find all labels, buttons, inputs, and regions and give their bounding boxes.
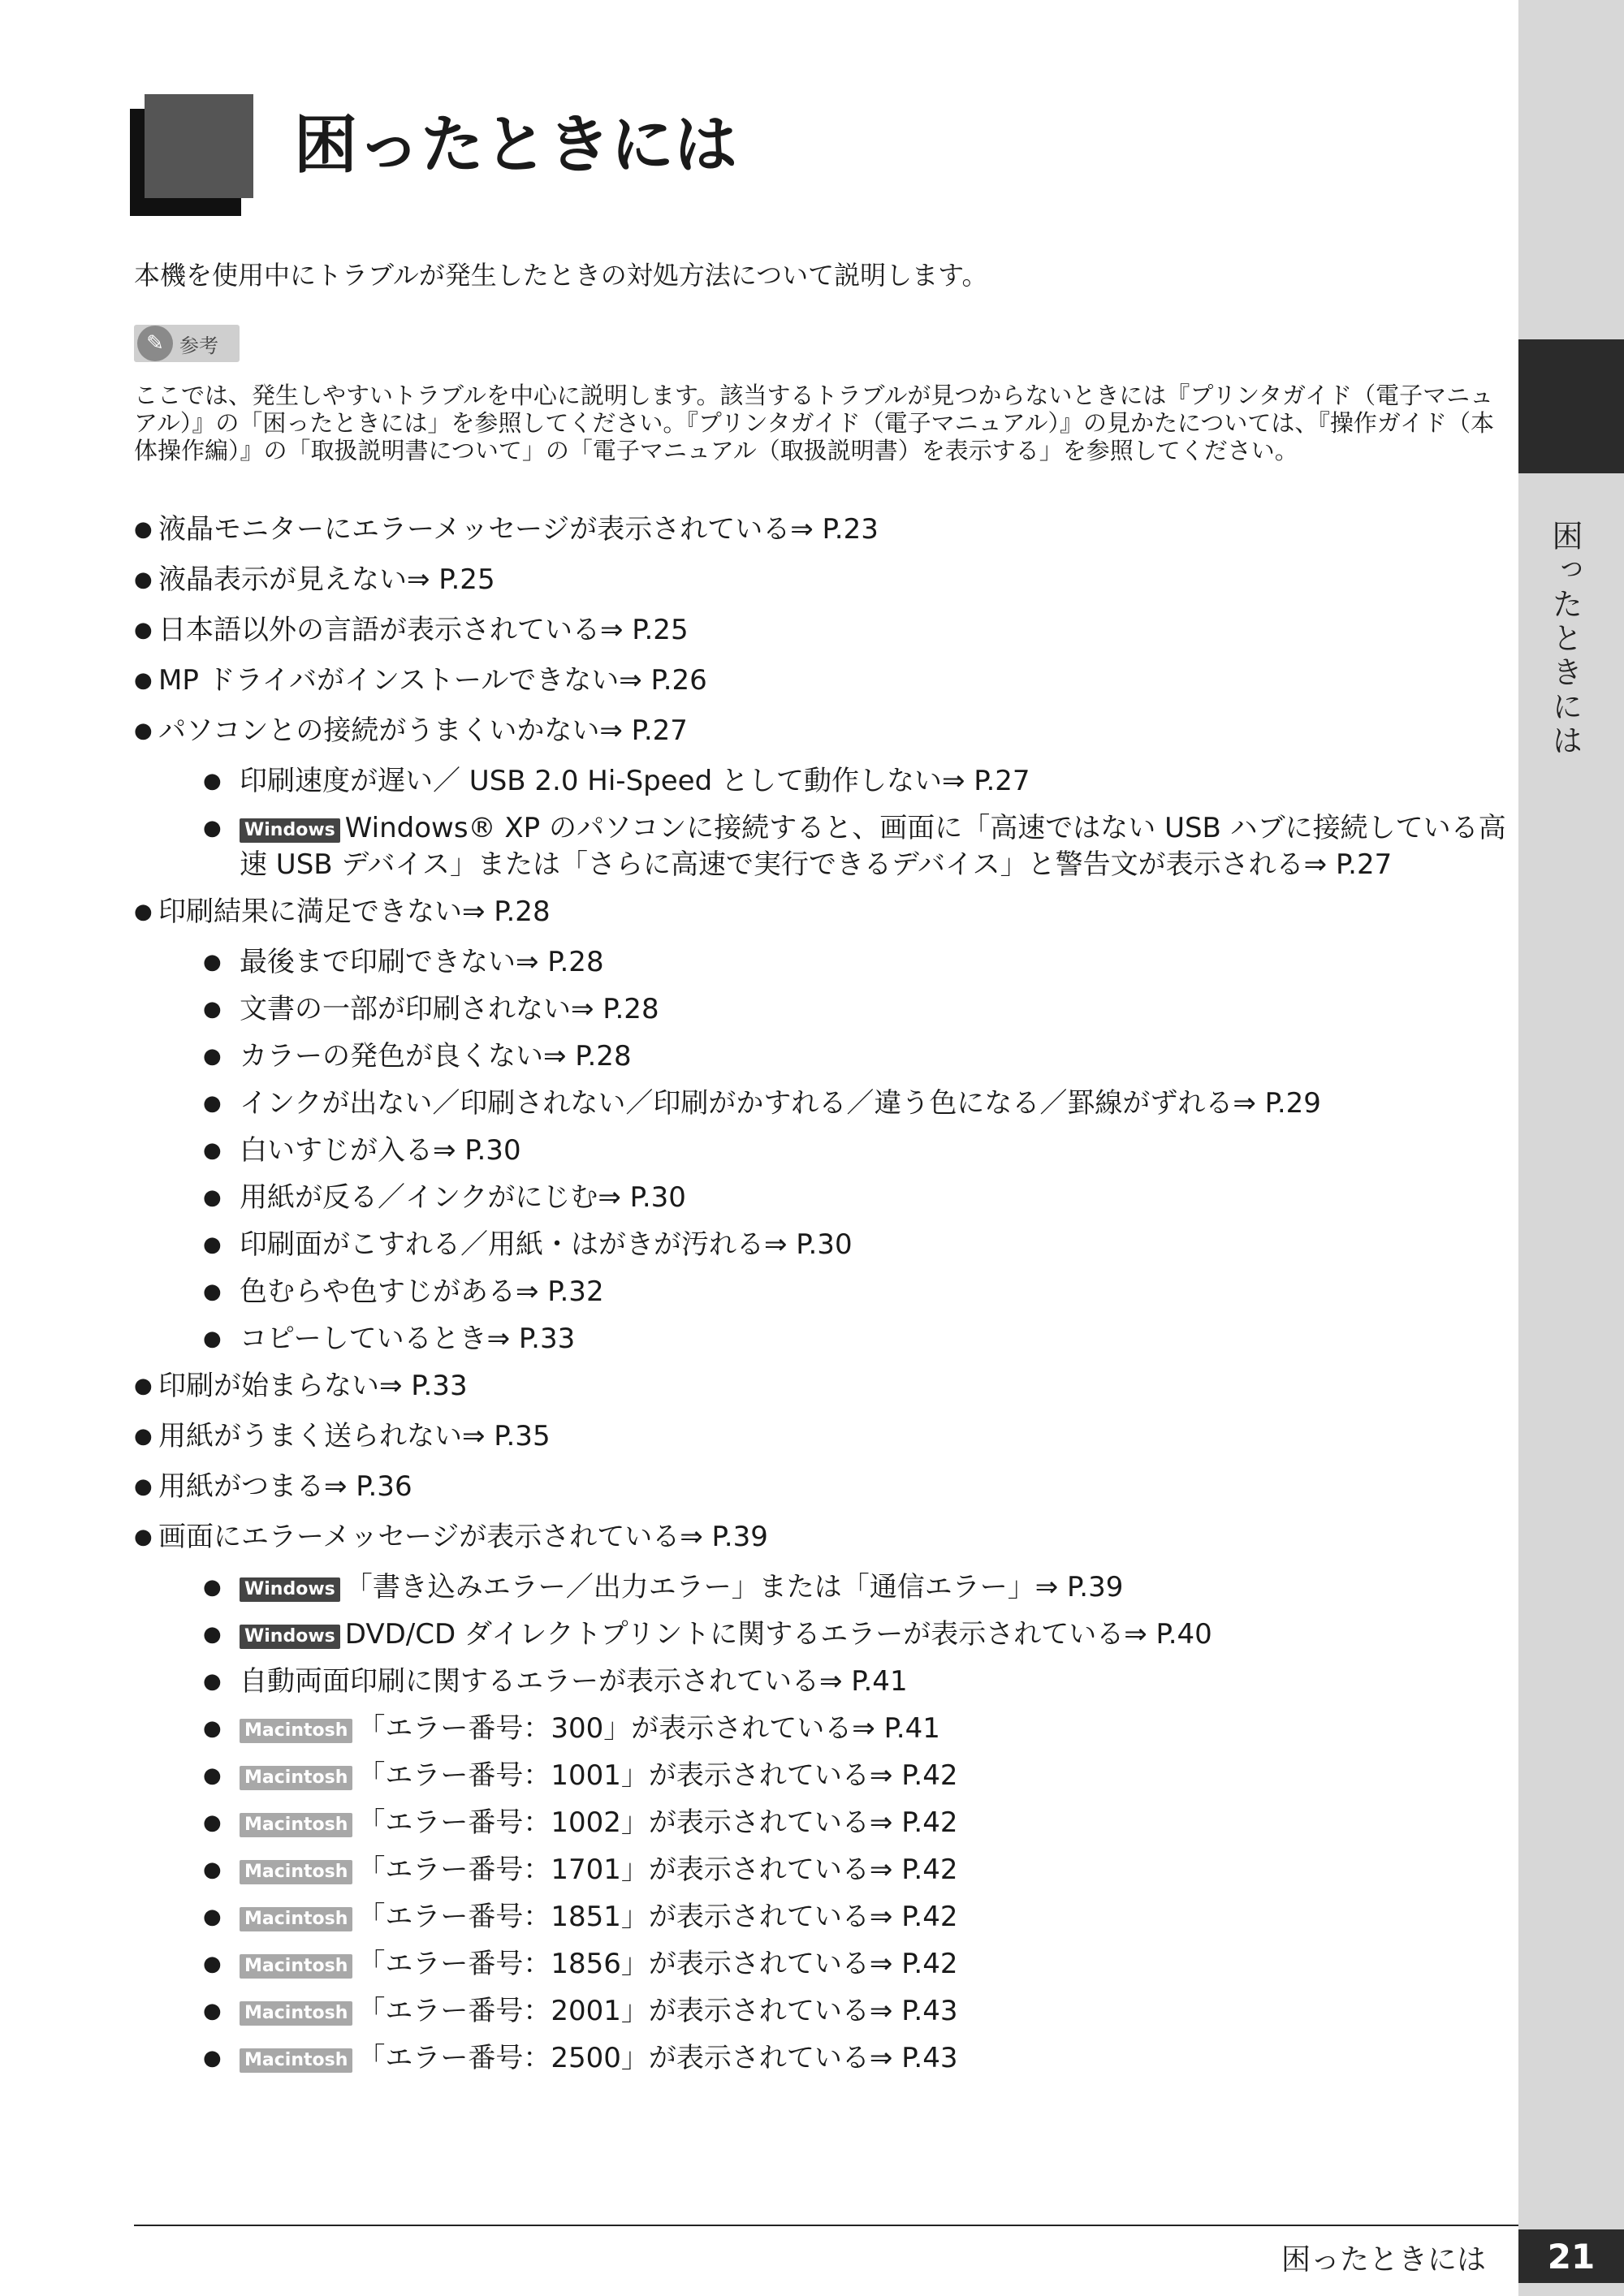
- bullet-icon: ●: [134, 568, 153, 592]
- list-item-text: Windows® XP のパソコンに接続すると、画面に「高速ではない USB ハブに接続している高速 USB デバイス」または「さらに高速で実行できるデバイス」と警告文が表示される⇒ P.27: [240, 812, 1506, 881]
- list-item: [134, 1321, 1506, 1357]
- list-item-text: コピーしているとき⇒ P.33: [240, 1323, 576, 1355]
- bullet-icon: ●: [203, 1952, 222, 1976]
- list-item-text: 日本語以外の言語が表示されている⇒ P.25: [158, 614, 689, 646]
- trouble-list: [134, 511, 1506, 2087]
- bullet-icon: ●: [203, 1044, 222, 1068]
- bullet-icon: ●: [203, 1622, 222, 1646]
- side-tab-label: 困ったときには: [1547, 520, 1583, 758]
- bullet-icon: ●: [134, 1525, 153, 1549]
- list-item: [134, 1133, 1506, 1169]
- windows-badge-icon: Windows: [240, 818, 340, 843]
- list-item: [134, 810, 1506, 883]
- macintosh-badge-icon: Macintosh: [240, 2001, 352, 2026]
- list-item: [134, 944, 1506, 981]
- list-item: [134, 1993, 1506, 2030]
- bullet-icon: ●: [134, 1424, 153, 1448]
- list-item: [134, 1085, 1506, 1122]
- footer-rule: [134, 2225, 1518, 2226]
- list-item-text: 用紙が反る／インクがにじむ⇒ P.30: [240, 1181, 686, 1214]
- list-item-text: 「エラー番号：1856」が表示されている⇒ P.42: [357, 1948, 958, 1980]
- bullet-icon: ●: [203, 1280, 222, 1304]
- bullet-icon: ●: [134, 517, 153, 542]
- list-item: [134, 1418, 1506, 1455]
- list-item: [134, 1805, 1506, 1841]
- page-number: 21: [1518, 2229, 1624, 2283]
- bullet-icon: ●: [203, 1185, 222, 1210]
- list-item-text: 「エラー番号：1851」が表示されている⇒ P.42: [357, 1901, 958, 1933]
- bullet-icon: ●: [203, 1669, 222, 1694]
- list-item-text: 「エラー番号：2001」が表示されている⇒ P.43: [357, 1995, 958, 2027]
- list-item-text: 自動両面印刷に関するエラーが表示されている⇒ P.41: [240, 1665, 908, 1698]
- bullet-icon: ●: [203, 1858, 222, 1882]
- list-item-text: 印刷面がこすれる／用紙・はがきが汚れる⇒ P.30: [240, 1228, 853, 1261]
- list-item-text: 文書の一部が印刷されない⇒ P.28: [240, 993, 659, 1025]
- list-item: [134, 1180, 1506, 1216]
- list-item-text: 印刷速度が遅い／ USB 2.0 Hi-Speed として動作しない⇒ P.27: [240, 765, 1030, 797]
- bullet-icon: ●: [203, 1763, 222, 1788]
- list-item-text: 「エラー番号：1701」が表示されている⇒ P.42: [357, 1854, 958, 1886]
- list-item: [134, 1899, 1506, 1936]
- macintosh-badge-icon: Macintosh: [240, 1954, 352, 1979]
- list-item-text: 用紙がつまる⇒ P.36: [158, 1470, 412, 1503]
- macintosh-badge-icon: Macintosh: [240, 1813, 352, 1837]
- list-item-text: 「エラー番号：1002」が表示されている⇒ P.42: [357, 1806, 958, 1839]
- windows-badge-icon: Windows: [240, 1577, 340, 1602]
- list-item-text: 「エラー番号：2500」が表示されている⇒ P.43: [357, 2042, 958, 2074]
- list-item-text: 液晶表示が見えない⇒ P.25: [158, 563, 495, 596]
- bullet-icon: ●: [203, 1138, 222, 1163]
- macintosh-badge-icon: Macintosh: [240, 1907, 352, 1931]
- list-item-text: MP ドライバがインストールできない⇒ P.26: [158, 664, 707, 697]
- list-item: [134, 1274, 1506, 1310]
- bullet-icon: ●: [203, 1091, 222, 1116]
- bullet-icon: ●: [134, 900, 153, 924]
- list-item: [134, 894, 1506, 930]
- note-badge: [134, 325, 240, 362]
- list-item-text: 液晶モニターにエラーメッセージが表示されている⇒ P.23: [158, 513, 879, 546]
- windows-badge-icon: Windows: [240, 1625, 340, 1649]
- list-item-text: インクが出ない／印刷されない／印刷がかすれる／違う色になる／罫線がずれる⇒ P.29: [240, 1087, 1321, 1120]
- macintosh-badge-icon: Macintosh: [240, 2048, 352, 2073]
- list-item-text: パソコンとの接続がうまくいかない⇒ P.27: [158, 714, 688, 747]
- list-item: [134, 1469, 1506, 1505]
- bullet-icon: ●: [203, 2046, 222, 2070]
- bullet-icon: ●: [203, 816, 222, 840]
- list-item: [134, 1038, 1506, 1075]
- list-item: [134, 1227, 1506, 1263]
- list-item: [134, 1569, 1506, 1606]
- list-item: [134, 763, 1506, 800]
- list-item: [134, 1664, 1506, 1700]
- list-item: [134, 1852, 1506, 1888]
- bullet-icon: ●: [203, 1810, 222, 1835]
- chapter-tab-marker: [1518, 339, 1624, 473]
- list-item-text: DVD/CD ダイレクトプリントに関するエラーが表示されている⇒ P.40: [344, 1618, 1212, 1651]
- footer-title: 困ったときには: [1281, 2243, 1487, 2277]
- list-item-text: 画面にエラーメッセージが表示されている⇒ P.39: [158, 1521, 768, 1553]
- bullet-icon: ●: [203, 1327, 222, 1351]
- note-text: ここでは、発生しやすいトラブルを中心に説明します。該当するトラブルが見つからないときには『プリンタガイド（電子マニュアル）』の「困ったときには」を参照してください。『プリンタガイド（電子マニュアル）』の見かたについては、『操作ガイド（本体操作編）』の「取扱説明書について」の「電子マニュアル（取扱説明書）を表示する」を参照してください。: [134, 382, 1495, 464]
- list-item-text: 色むらや色すじがある⇒ P.32: [240, 1275, 604, 1308]
- list-item: [134, 713, 1506, 749]
- list-item: [134, 1711, 1506, 1747]
- list-item: [134, 511, 1506, 548]
- list-item: [134, 662, 1506, 699]
- macintosh-badge-icon: Macintosh: [240, 1719, 352, 1743]
- bullet-icon: ●: [203, 950, 222, 974]
- title-square: [145, 94, 253, 198]
- list-item: [134, 2040, 1506, 2077]
- bullet-icon: ●: [134, 668, 153, 693]
- macintosh-badge-icon: Macintosh: [240, 1766, 352, 1790]
- list-item-text: 印刷結果に満足できない⇒ P.28: [158, 896, 551, 928]
- list-item: [134, 1519, 1506, 1556]
- list-item-text: 印刷が始まらない⇒ P.33: [158, 1370, 468, 1402]
- list-item: [134, 1616, 1506, 1653]
- list-item: [134, 612, 1506, 649]
- list-item: [134, 991, 1506, 1028]
- bullet-icon: ●: [203, 1575, 222, 1599]
- list-item-text: 「エラー番号：1001」が表示されている⇒ P.42: [357, 1759, 958, 1792]
- bullet-icon: ●: [203, 1999, 222, 2023]
- list-item: [134, 1368, 1506, 1405]
- bullet-icon: ●: [203, 1232, 222, 1257]
- list-item-text: 「エラー番号：300」が表示されている⇒ P.41: [357, 1712, 940, 1745]
- note-label: 参考: [179, 334, 218, 357]
- bullet-icon: ●: [134, 1374, 153, 1398]
- list-item-text: カラーの発色が良くない⇒ P.28: [240, 1040, 632, 1072]
- bullet-icon: ●: [203, 769, 222, 793]
- list-item-text: 「書き込みエラー／出力エラー」または「通信エラー」⇒ P.39: [344, 1571, 1124, 1603]
- bullet-icon: ●: [134, 1474, 153, 1499]
- bullet-icon: ●: [203, 997, 222, 1021]
- list-item: [134, 1758, 1506, 1794]
- list-item-text: 白いすじが入る⇒ P.30: [240, 1134, 521, 1167]
- list-item: [134, 562, 1506, 598]
- bullet-icon: ●: [203, 1716, 222, 1741]
- pencil-icon: ✎: [137, 326, 173, 361]
- list-item: [134, 1946, 1506, 1983]
- bullet-icon: ●: [203, 1905, 222, 1929]
- list-item-text: 最後まで印刷できない⇒ P.28: [240, 946, 604, 978]
- bullet-icon: ●: [134, 719, 153, 743]
- bullet-icon: ●: [134, 618, 153, 642]
- page-title: 困ったときには: [294, 109, 738, 182]
- list-item-text: 用紙がうまく送られない⇒ P.35: [158, 1420, 551, 1452]
- macintosh-badge-icon: Macintosh: [240, 1860, 352, 1884]
- intro-text: 本機を使用中にトラブルが発生したときの対処方法について説明します。: [134, 260, 988, 291]
